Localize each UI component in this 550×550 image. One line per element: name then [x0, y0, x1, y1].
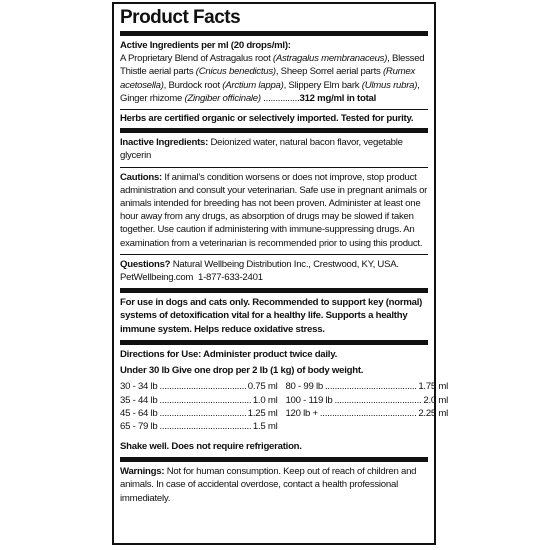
warnings-section: [120, 457, 428, 509]
weight-range: 65 - 79 lb: [120, 421, 158, 433]
ingredient-name: , Blessed Thistle aerial parts: [120, 53, 425, 78]
dose-amount: 0.75 ml: [247, 381, 278, 393]
panel-title: Product Facts: [120, 7, 428, 36]
latin-name: (Arctium lappa): [222, 79, 284, 91]
ingredient-name: , Ginger rhizome: [120, 79, 420, 104]
cautions-body: If animal's condition worsens or does not improve, stop product administration and consult your veterinarian. Safe use in pregnant animals or animals intended for breeding has not been proven. Administer at least one hour away from any drugs, as absorption of drugs may be slowed if taken together. Use caution if administering with immune-suppressing drugs. An examination from a veterinarian is recommended prior to using this product.: [120, 171, 428, 249]
leader-dots: [160, 420, 251, 433]
weight-range: 100 - 119 lb: [285, 394, 333, 406]
latin-name: (Astragalus membranaceus): [272, 53, 388, 65]
latin-name: (Zingiber officinale): [184, 92, 261, 104]
questions-label: Questions?: [120, 258, 171, 270]
leader-dots: [334, 394, 421, 407]
leader-dots: [160, 394, 251, 407]
ingredient-name: , Burdock root: [163, 79, 223, 91]
dosage-column-right: [285, 380, 448, 434]
leader-dots: [160, 407, 246, 420]
dose-amount: 2.25 ml: [418, 408, 449, 420]
ingredient-name: , Slippery Elm bark: [283, 79, 362, 91]
active-ingredients-blend: [120, 52, 428, 105]
contact-line: [120, 271, 428, 284]
weight-range: 30 - 34 lb: [120, 381, 158, 393]
inactive-section: [120, 128, 428, 166]
weight-range: 35 - 44 lb: [120, 394, 158, 406]
product-facts-panel: [112, 2, 449, 545]
cautions-text: [120, 171, 428, 250]
warnings-text: [120, 465, 428, 505]
dose-amount: 1.25 ml: [247, 408, 278, 420]
directions-header: Directions for Use: Administer product twice daily.: [120, 348, 338, 360]
weight-range: 120 lb +: [285, 408, 318, 420]
latin-name: (Rumex acetosella): [120, 66, 416, 91]
warnings-label: Warnings:: [120, 466, 165, 478]
weight-range: 45 - 64 lb: [120, 408, 158, 420]
phone-number: 1-877-633-2401: [198, 272, 263, 284]
dosage-row: [120, 380, 277, 393]
certified-section: [120, 109, 428, 128]
leader-dots: ...............: [260, 92, 300, 104]
website-link[interactable]: PetWellbeing.com: [120, 272, 194, 284]
inactive-text: Deionized water, natural bacon flavor, vegetable glycerin: [120, 137, 403, 162]
ingredient-name: A Proprietary Blend of Astragalus root: [120, 53, 273, 65]
dosage-row: [285, 380, 448, 393]
dosage-row: [285, 407, 448, 420]
inactive-label: Inactive Ingredients:: [120, 137, 209, 149]
questions-company: Natural Wellbeing Distribution Inc., Crestwood, KY, USA.: [170, 258, 399, 270]
dose-amount: 1.5 ml: [252, 421, 278, 433]
total-amount: 312 mg/ml in total: [299, 92, 377, 104]
weight-range: 80 - 99 lb: [285, 381, 323, 393]
cautions-section: [120, 167, 428, 254]
dose-amount: 1.0 ml: [252, 394, 278, 406]
ingredient-name: , Sheep Sorrel aerial parts: [275, 66, 383, 78]
latin-name: (Ulmus rubra): [361, 79, 418, 91]
active-ingredients-header: Active Ingredients per ml (20 drops/ml):: [120, 40, 291, 51]
dosage-row: [120, 394, 277, 407]
dosage-row: [285, 394, 448, 407]
dose-amount: 2.0 ml: [423, 394, 449, 406]
dosage-row: [120, 420, 277, 433]
directions-section: [120, 340, 449, 457]
latin-name: (Cnicus benedictus): [195, 66, 276, 78]
usage-text: For use in dogs and cats only. Recommended to support key (normal) systems of detoxification vital for a healthy life. Supports a healthy immune system. Helps reduce oxidative stress.: [120, 297, 423, 335]
leader-dots: [320, 407, 416, 420]
leader-dots: [325, 380, 416, 393]
cautions-label: Cautions:: [120, 171, 162, 183]
warnings-body: Not for human consumption. Keep out of reach of children and animals. In case of accidental overdose, contact a health professional immediately.: [120, 466, 417, 504]
leader-dots: [160, 380, 246, 393]
under-30-instructions: Under 30 lb Give one drop per 2 lb (1 kg) of body weight.: [120, 365, 364, 377]
storage-instructions: Shake well. Does not require refrigeration.: [120, 440, 302, 452]
certified-statement: Herbs are certified organic or selectively imported. Tested for purity.: [120, 113, 414, 125]
questions-section: [120, 254, 428, 288]
inactive-ingredients: [120, 136, 428, 162]
active-ingredients-section: [120, 36, 428, 109]
dosage-table: [120, 380, 449, 434]
dose-amount: 1.75 ml: [418, 381, 449, 393]
usage-section: [120, 288, 428, 340]
questions-line: [120, 258, 428, 271]
dosage-column-left: [120, 380, 277, 434]
dosage-row: [120, 407, 277, 420]
